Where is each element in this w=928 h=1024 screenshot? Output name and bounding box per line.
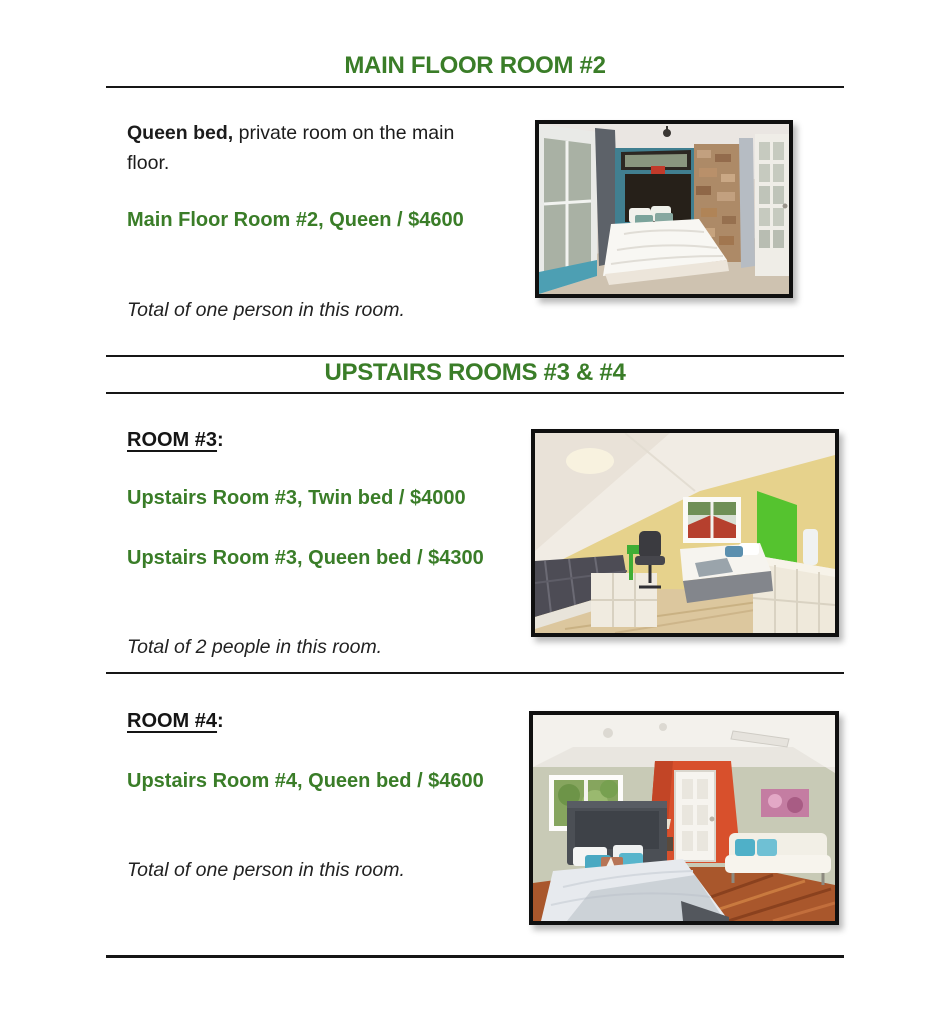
divider-rule <box>106 355 844 357</box>
room-4-occupancy-note: Total of one person in this room. <box>127 859 405 881</box>
room-4-label-text: ROOM #4 <box>127 710 218 732</box>
room-3-occupancy-note: Total of 2 people in this room. <box>127 636 383 658</box>
room-4-label <box>127 710 224 733</box>
room-2-description-bold: Queen bed, <box>127 122 234 144</box>
room-2-description <box>127 118 499 178</box>
room-2-price-line: Main Floor Room #2, Queen / $4600 <box>127 209 464 231</box>
red-wall-bedroom-illustration <box>533 715 835 921</box>
attic-bedroom-illustration <box>535 433 835 633</box>
upstairs-room-3-photo <box>531 429 839 637</box>
bedroom-illustration <box>539 124 789 294</box>
room-3-label-colon: : <box>217 429 224 451</box>
upstairs-room-4-photo <box>529 711 839 925</box>
room-2-occupancy-note: Total of one person in this room. <box>127 299 405 321</box>
room-2-description-rest: private room on the main floor. <box>127 122 455 174</box>
section-heading-upstairs-rooms: UPSTAIRS ROOMS #3 & #4 <box>324 359 626 386</box>
divider-rule <box>106 672 844 674</box>
main-floor-room-2-photo <box>535 120 793 298</box>
divider-rule <box>106 392 844 394</box>
room-3-label <box>127 429 224 452</box>
room-3-label-text: ROOM #3 <box>127 429 218 451</box>
divider-rule <box>106 86 844 88</box>
room-3-price-line-queen: Upstairs Room #3, Queen bed / $4300 <box>127 547 484 569</box>
room-4-price-line: Upstairs Room #4, Queen bed / $4600 <box>127 770 484 792</box>
section-heading-main-floor-room-2: MAIN FLOOR ROOM #2 <box>344 52 606 79</box>
room-3-price-line-twin: Upstairs Room #3, Twin bed / $4000 <box>127 487 466 509</box>
divider-rule-bottom <box>106 955 844 958</box>
room-4-label-colon: : <box>217 710 224 732</box>
